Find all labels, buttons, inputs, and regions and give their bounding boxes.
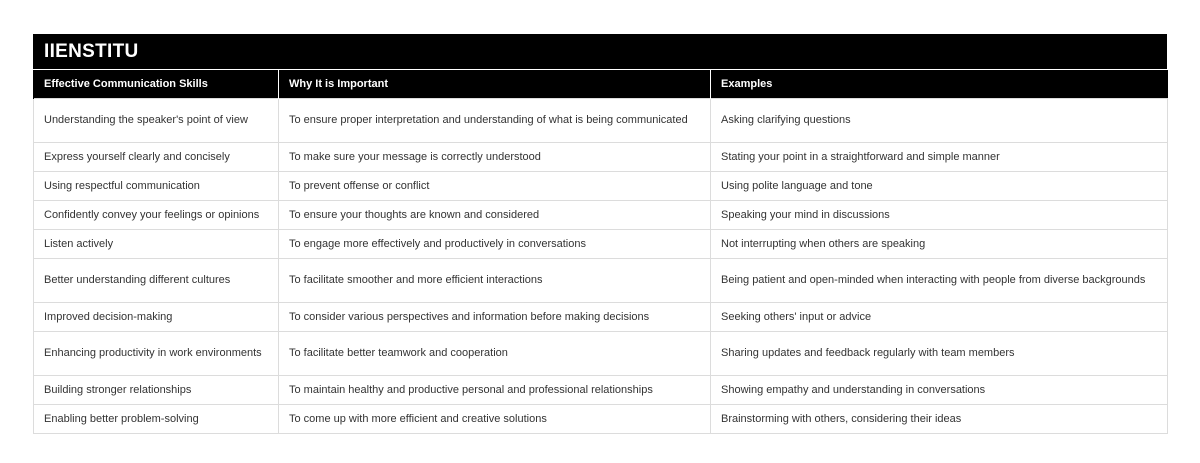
example-cell: Using polite language and tone: [711, 172, 1168, 201]
table-row: [34, 405, 1168, 434]
table-row: [34, 303, 1168, 332]
importance-cell: To engage more effectively and productively in conversations: [279, 230, 711, 259]
importance-cell: To come up with more efficient and creative solutions: [279, 405, 711, 434]
importance-cell: To ensure your thoughts are known and considered: [279, 201, 711, 230]
example-cell: Brainstorming with others, considering their ideas: [711, 405, 1168, 434]
skill-cell: Understanding the speaker's point of view: [34, 99, 279, 143]
column-header-importance: Why It is Important: [279, 70, 711, 99]
column-header-examples: Examples: [711, 70, 1168, 99]
column-header-skills: Effective Communication Skills: [34, 70, 279, 99]
skill-cell: Better understanding different cultures: [34, 259, 279, 303]
importance-cell: To facilitate better teamwork and cooperation: [279, 332, 711, 376]
skill-cell: Express yourself clearly and concisely: [34, 143, 279, 172]
example-cell: Not interrupting when others are speaking: [711, 230, 1168, 259]
example-cell: Showing empathy and understanding in conversations: [711, 376, 1168, 405]
importance-cell: To prevent offense or conflict: [279, 172, 711, 201]
example-cell: Sharing updates and feedback regularly with team members: [711, 332, 1168, 376]
example-cell: Stating your point in a straightforward and simple manner: [711, 143, 1168, 172]
content-table-container: [33, 34, 1167, 434]
brand-title: IIENSTITU: [44, 40, 139, 62]
importance-cell: To make sure your message is correctly understood: [279, 143, 711, 172]
skill-cell: Using respectful communication: [34, 172, 279, 201]
table-row: [34, 99, 1168, 143]
table-row: [34, 376, 1168, 405]
table-row: [34, 259, 1168, 303]
table-row: [34, 332, 1168, 376]
importance-cell: To maintain healthy and productive personal and professional relationships: [279, 376, 711, 405]
skill-cell: Improved decision-making: [34, 303, 279, 332]
table-header-row: [34, 70, 1168, 99]
example-cell: Being patient and open-minded when interacting with people from diverse backgrounds: [711, 259, 1168, 303]
skill-cell: Enabling better problem-solving: [34, 405, 279, 434]
skill-cell: Confidently convey your feelings or opinions: [34, 201, 279, 230]
communication-skills-table: [33, 69, 1168, 434]
example-cell: Asking clarifying questions: [711, 99, 1168, 143]
example-cell: Speaking your mind in discussions: [711, 201, 1168, 230]
table-row: [34, 201, 1168, 230]
skill-cell: Listen actively: [34, 230, 279, 259]
importance-cell: To facilitate smoother and more efficient interactions: [279, 259, 711, 303]
brand-header: [33, 34, 1167, 69]
importance-cell: To ensure proper interpretation and understanding of what is being communicated: [279, 99, 711, 143]
skill-cell: Building stronger relationships: [34, 376, 279, 405]
example-cell: Seeking others' input or advice: [711, 303, 1168, 332]
table-row: [34, 230, 1168, 259]
skill-cell: Enhancing productivity in work environments: [34, 332, 279, 376]
table-row: [34, 143, 1168, 172]
table-row: [34, 172, 1168, 201]
importance-cell: To consider various perspectives and information before making decisions: [279, 303, 711, 332]
